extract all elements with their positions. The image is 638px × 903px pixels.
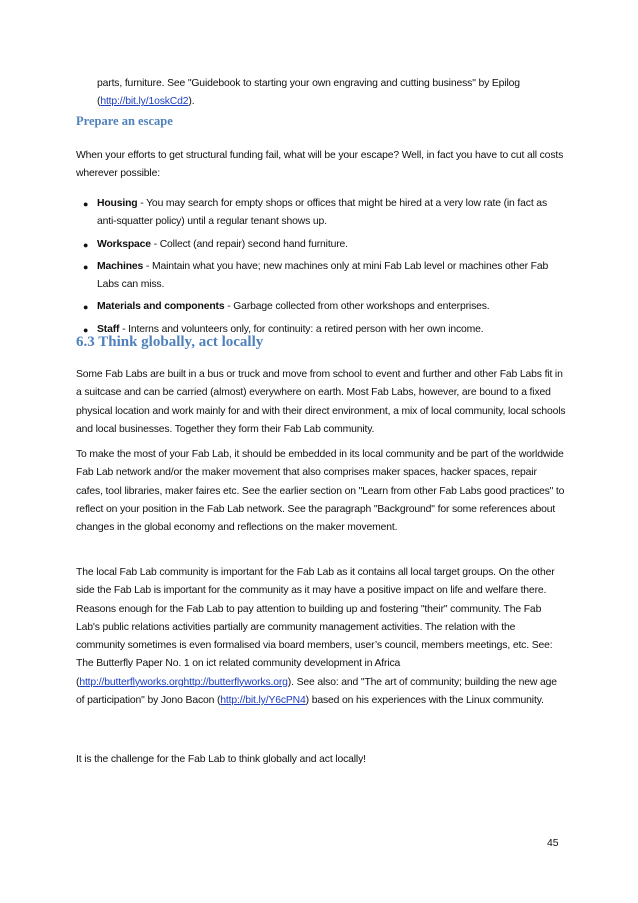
bullet-term: Machines — [97, 260, 144, 272]
bullet-icon: ● — [83, 239, 89, 250]
paragraph-community-importance — [76, 564, 566, 710]
bullet-icon: ● — [83, 324, 89, 335]
bullet-term: Workspace — [97, 238, 151, 250]
list-item — [76, 195, 566, 232]
butterflyworks-link[interactable]: http://butterflyworks.orghttp://butterflyworks.org — [79, 676, 288, 688]
bullet-text: - Garbage collected from other workshops and enterprises. — [224, 301, 490, 313]
paragraph-text: ). See also: and "The art of community; building the new age of participation" by Jono Bacon ( — [76, 676, 557, 707]
continuation-end: ). — [188, 96, 195, 108]
page-number: 45 — [547, 838, 559, 849]
bullet-icon: ● — [83, 302, 89, 313]
bullet-term: Staff — [97, 323, 120, 335]
list-item — [76, 236, 566, 254]
bullet-icon: ● — [83, 199, 89, 209]
paragraph-challenge: It is the challenge for the Fab Lab to think globally and act locally! — [76, 754, 366, 765]
continuation-text: parts, furniture. See "Guidebook to starting your own engraving and cutting business" by Epilog ( — [97, 78, 520, 108]
bullet-text: - Collect (and repair) second hand furniture. — [150, 238, 348, 250]
guidebook-link[interactable]: http://bit.ly/1oskCd2 — [100, 96, 189, 108]
section-heading-6-3: 6.3 Think globally, act locally — [76, 334, 264, 350]
escape-bullet-list — [76, 195, 566, 343]
bullet-term: Housing — [97, 198, 138, 209]
bullet-term: Materials and components — [97, 301, 225, 313]
paragraph-text: The local Fab Lab community is important for the Fab Lab as it contains all local target groups. On the other side the Fab Lab is important for the community as it may have a positive impact on life and welfare there. Reasons enough for the Fab Lab to pay attention to building up and fostering "their" community. The Fab Lab's public relations activities partially are community management activities. The relation with the community sometimes is even formalised via board members, user’s council, members meetings, etc. See: The Butterfly Paper No. 1 on ict related community development in Africa ( — [76, 567, 555, 688]
paragraph-text: ) based on his experiences with the Linux community. — [305, 695, 544, 707]
bullet-text: - You may search for empty shops or offices that might be hired at a very low rate (in fact as anti-squatter policy) until a regular tenant shows up. — [97, 198, 547, 228]
section-heading-escape: Prepare an escape — [76, 114, 173, 128]
list-item — [76, 258, 566, 295]
bullet-text: - Interns and volunteers only, for continuity: a retired person with her own income. — [119, 323, 484, 335]
continuation-paragraph — [97, 75, 567, 112]
paragraph-fab-lab-types: Some Fab Labs are built in a bus or truck and move from school to event and further and other Fab Labs fit in a suitcase and can be carried (almost) everywhere on earth. Most Fab Labs, however, are bound to a fixed physical location and work mainly for and with their direct environment, a mix of local community, local schools and local businesses. Together they form their Fab Lab community. — [76, 369, 566, 435]
list-item — [76, 298, 566, 316]
bullet-icon: ● — [83, 261, 89, 272]
escape-intro: When your efforts to get structural funding fail, what will be your escape? Well, in fact you have to cut all costs wherever possible: — [76, 150, 564, 180]
bullet-text: - Maintain what you have; new machines only at mini Fab Lab level or machines other Fab Labs can miss. — [97, 260, 549, 291]
art-of-community-link[interactable]: http://bit.ly/Y6cPN4 — [220, 695, 306, 707]
paragraph-local-community: To make the most of your Fab Lab, it should be embedded in its local community and be part of the worldwide Fab Lab network and/or the maker movement that also comprises maker spaces, hacker spaces, repair cafes, tool libraries, maker faires etc. See the earlier section on "Learn from other Fab Labs good practices" to reflect on your position in the Fab Lab network. See the paragraph "Background" for some references about changes in the global economy and reflections on the maker movement. — [76, 449, 565, 534]
